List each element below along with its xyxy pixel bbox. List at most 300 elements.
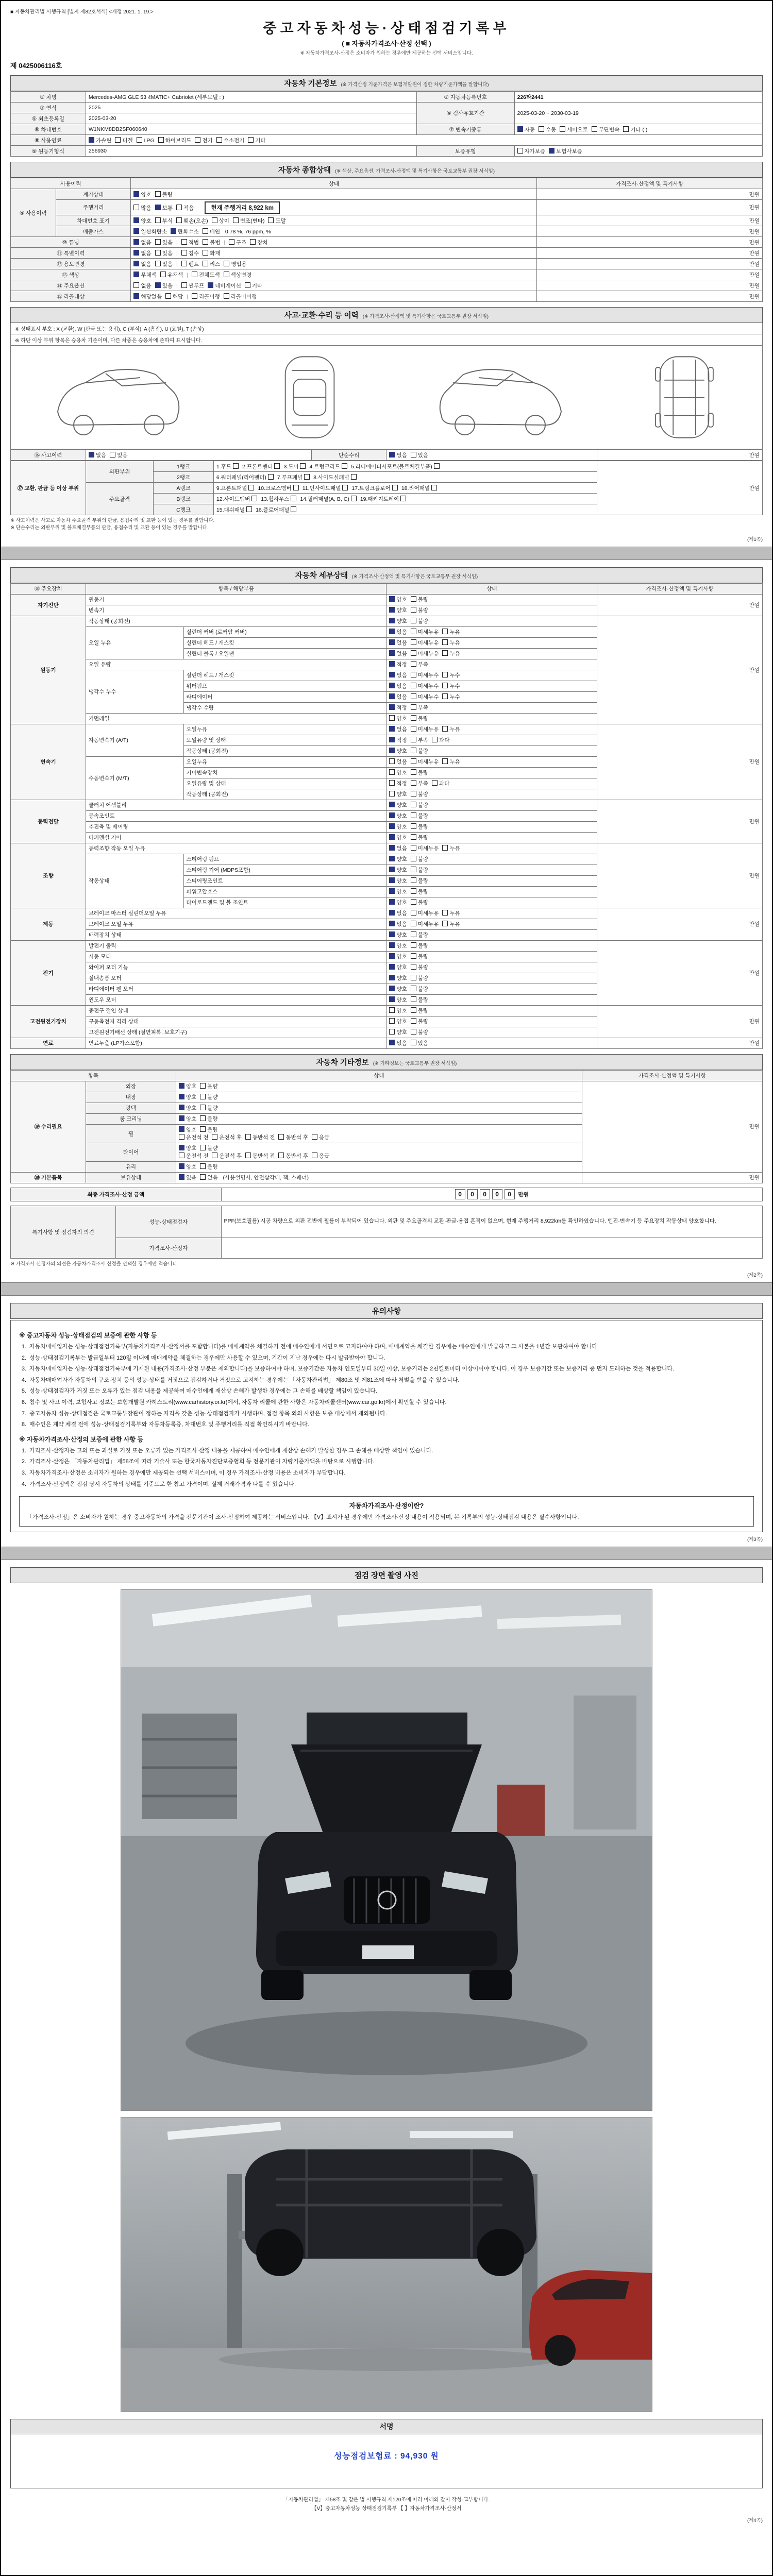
car-diagram-underbody [641, 351, 728, 444]
table-cell: ⑮ 리콜대상 [11, 291, 131, 302]
table-cell: ⑥ 차대번호 [11, 124, 86, 135]
price-survey-info-title: 자동차가격조사·산정이란? [349, 1502, 424, 1510]
table-row [11, 1070, 763, 1081]
table-cell: 상태 [131, 178, 537, 189]
table-cell [386, 594, 597, 605]
table-cell: 2025-03-20 [86, 113, 416, 124]
table-cell [386, 1005, 597, 1016]
table-cell [213, 483, 597, 494]
checkbox-option: 동반석 전 [245, 1152, 275, 1160]
checkbox-option: 양호 [389, 801, 407, 809]
table-cell [386, 670, 597, 681]
checkbox [351, 474, 357, 480]
checkbox [268, 474, 274, 480]
checkbox [392, 485, 398, 490]
opinion-footnote: ※ 가격조사·산정자의 의견은 자동차가격조사·산정을 선택한 경우에만 적습니다. [10, 1261, 179, 1267]
table-cell: 기어변속장치 [183, 767, 386, 778]
table-cell: 만원 [597, 594, 762, 616]
checkbox [200, 1083, 206, 1089]
accident-history-table [10, 449, 763, 461]
checkbox-option: 도말 [268, 217, 285, 225]
checkbox-option: 양호 [389, 1007, 407, 1014]
table-cell: 작동상태 [86, 854, 183, 908]
checkbox-option: 12.사이드멤버 [216, 495, 257, 503]
checkbox [389, 758, 395, 764]
checkbox-option: 없음 [133, 260, 151, 268]
checkbox-checked [389, 748, 395, 753]
page-separator [1, 547, 772, 560]
checkbox-option: 불량 [411, 606, 428, 614]
misc-info-table [10, 1070, 763, 1183]
checkbox-checked [133, 217, 139, 223]
checkbox-option: 있음 [110, 451, 127, 459]
checkbox-option: 미세누유 [411, 639, 439, 647]
table-cell [386, 626, 597, 637]
checkbox [442, 845, 448, 851]
page-marker-2: (제2쪽) [747, 1272, 763, 1278]
checkbox [411, 921, 416, 926]
table-row [11, 248, 763, 259]
table-cell: W1NKM8DB2SF060640 [86, 124, 416, 135]
price-digit-box: 0 [455, 1189, 465, 1199]
table-cell [386, 897, 597, 908]
car-diagram-front-quarter [45, 351, 199, 444]
checkbox-option: 불량 [411, 855, 428, 863]
table-cell: 시동 모터 [86, 951, 386, 962]
page-marker-4: (제4쪽) [747, 2518, 763, 2524]
table-cell: 주요골격 [86, 483, 153, 515]
checkbox-option: 없음 [133, 249, 151, 257]
checkbox-option: 리콜미이행 [224, 293, 257, 300]
table-cell: ③ 연식 [11, 103, 86, 113]
table-row [11, 92, 763, 103]
checkbox-checked [389, 704, 395, 710]
notice-item: 3. 자동차가격조사·산정은 소비자가 원하는 경우에만 제공되는 선택 서비스이며, 이 경우 가격조사·산정 비용은 소비자가 부담합니다. [21, 1470, 346, 1477]
table-cell [386, 886, 597, 897]
checkbox-option: 렌트 [181, 260, 199, 268]
checkbox-option: 불량 [411, 996, 428, 1004]
table-cell [386, 735, 597, 745]
checkbox-checked [389, 942, 395, 948]
page-marker-1: (제1쪽) [747, 536, 763, 543]
checkbox-option: 있음 [411, 1039, 428, 1047]
document-number: 제 0425006116호 [10, 62, 62, 70]
checkbox-option: 불량 [411, 790, 428, 798]
checkbox [176, 217, 182, 223]
footer-line-1: 「자동차관리법」 제58조 및 같은 법 시행규칙 제120조에 따라 아래와 같이 작성·교부합니다. [283, 2497, 490, 2503]
document-subtitle: ( ■ 자동차가격조사·산정 선택 ) [342, 40, 431, 47]
checkbox-option: 3.도어 [283, 463, 306, 470]
checkbox [411, 845, 416, 851]
table-cell: ⑯ 사고이력 [11, 450, 86, 461]
page-separator [1, 1547, 772, 1560]
checkbox-checked [179, 1115, 184, 1121]
checkbox [411, 953, 416, 959]
checkbox [411, 877, 416, 883]
checkbox [233, 217, 239, 223]
checkbox-option: 훼손(오손) [176, 217, 208, 225]
checkbox [248, 485, 254, 490]
checkbox-option: 양호 [389, 769, 407, 776]
table-cell: 항목 [11, 1070, 176, 1081]
table-cell: 수동변속기 (M/T) [86, 756, 183, 800]
checkbox-checked [389, 1040, 395, 1045]
table-cell: 사용이력 [11, 178, 131, 189]
table-cell [386, 994, 597, 1005]
checkbox [179, 1134, 184, 1140]
table-cell: 오일누유 [183, 724, 386, 735]
checkbox-option: 미세누유 [411, 758, 439, 766]
checkbox-checked [208, 282, 213, 288]
table-cell: 내장 [86, 1092, 176, 1103]
table-cell: 만원 [537, 237, 763, 248]
checkbox-option: 양호 [389, 953, 407, 960]
checkbox-option: 적정 [389, 736, 407, 744]
checkbox [389, 1029, 395, 1035]
checkbox-option: 없음 [389, 725, 407, 733]
checkbox-option: 6.쿼터패널(리어펜더) [216, 473, 274, 481]
checkbox [442, 921, 448, 926]
table-cell: 자동변속기 (A/T) [86, 724, 183, 756]
table-cell: 파워고압호스 [183, 886, 386, 897]
table-cell [386, 919, 597, 929]
table-cell [386, 637, 597, 648]
checkbox-option: 미세누수 [411, 671, 439, 679]
checkbox [200, 1145, 206, 1150]
table-cell [386, 691, 597, 702]
checkbox-option: 없음 [389, 639, 407, 647]
checkbox-option: 불량 [411, 769, 428, 776]
table-cell [131, 189, 537, 200]
section-basic-info-title: 자동차 기본정보 (※ 가격산정 기준가격은 보험개발원이 정한 차량기준가액을 말합니다) [10, 75, 763, 91]
section-basic-info-note: (※ 가격산정 기준가격은 보험개발원이 정한 차량기준가액을 말합니다) [341, 82, 489, 88]
table-cell: ⑰ 교환, 판금 등 이상 부위 [11, 461, 86, 515]
table-row [11, 291, 763, 302]
checkbox [274, 463, 280, 469]
checkbox-option: 영업용 [224, 260, 246, 268]
checkbox-option: 불량 [411, 888, 428, 895]
checkbox-option: 리콜이행 [192, 293, 220, 300]
table-cell: 원동기 [86, 594, 386, 605]
table-row [11, 1238, 763, 1258]
table-cell: 냉각수 수량 [183, 702, 386, 713]
checkbox-option: 동반석 후 [278, 1133, 308, 1141]
checkbox [517, 148, 523, 154]
checkbox [248, 137, 254, 143]
table-cell: 일산화탄소 탄화수소 매연 0.78 %, 76 ppm, % [131, 226, 537, 237]
checkbox-checked [155, 282, 161, 288]
table-cell [386, 745, 597, 756]
option-separator: | [176, 282, 178, 289]
checkbox-option: 기타 [248, 137, 265, 144]
checkbox-option: 무단변속 [592, 126, 620, 133]
checkbox-option: 양호 [389, 931, 407, 939]
checkbox [560, 126, 565, 132]
table-cell [131, 200, 537, 215]
checkbox-checked [133, 239, 139, 245]
table-cell: 상태 [386, 583, 597, 594]
table-cell: 만원 [537, 215, 763, 226]
checkbox-option: 16.플로어패널 [256, 506, 296, 514]
checkbox-option: 네비게이션 [208, 282, 241, 290]
table-cell: Mercedes-AMG GLE 53 4MATIC+ Cabriolet (세부모델 : ) [86, 92, 416, 103]
table-cell [386, 789, 597, 800]
checkbox [442, 726, 448, 732]
option-separator: | [176, 239, 178, 246]
checkbox-option: 누수 [442, 693, 460, 701]
option-separator: | [187, 272, 189, 278]
checkbox-option: 자동 [517, 126, 535, 133]
table-cell: 디퍼렌셜 기어 [86, 832, 386, 843]
checkbox-option: 없음 [389, 693, 407, 701]
checkbox-option: 누유 [442, 650, 460, 657]
checkbox [411, 737, 416, 742]
price-digit-box: 0 [467, 1189, 478, 1199]
section-overall-title: 자동차 종합상태 (※ 색상, 주요옵션, 가격조사·산정액 및 특기사항은 국토교통부 권장 서식임) [10, 162, 763, 178]
checkbox-option: 양호 [389, 877, 407, 885]
table-cell: 만원 [597, 940, 762, 1005]
signature-box [10, 2419, 763, 2488]
table-cell: 타이어 [86, 1143, 176, 1161]
checkbox-checked [389, 823, 395, 829]
checkbox [181, 250, 187, 256]
checkbox-option: 적음 [176, 204, 194, 212]
checkbox [300, 463, 306, 469]
checkbox-option: 보통 [155, 204, 173, 212]
table-cell: 클러치 어셈블리 [86, 800, 386, 810]
checkbox-option: 보험사보증 [549, 147, 582, 155]
table-cell: 만원 [537, 259, 763, 269]
checkbox-option: 양호 [389, 996, 407, 1004]
table-cell [386, 702, 597, 713]
checkbox-option: 불량 [411, 899, 428, 906]
table-cell: 가격조사·산정자 [116, 1238, 221, 1258]
table-cell: 오일누유 [183, 756, 386, 767]
checkbox [411, 1040, 416, 1045]
table-cell: 보유상태 [86, 1172, 176, 1183]
notice-item: 4. 가격조사·산정액은 점검 당시 자동차의 상태를 기준으로 한 참고 가격이며, 실제 거래가격과 다를 수 있습니다. [21, 1481, 296, 1487]
checkbox [137, 137, 142, 143]
checkbox-option: 동반석 전 [245, 1133, 275, 1141]
table-cell: 상태 [176, 1070, 582, 1081]
checkbox-option: 유채색 [160, 271, 183, 279]
checkbox-checked [389, 975, 395, 980]
checkbox [212, 1153, 217, 1158]
table-row [11, 237, 763, 248]
checkbox-option: 양호 [389, 747, 407, 755]
checkbox-option: 양호 [179, 1163, 196, 1171]
notice-item: 5. 성능·상태점검자가 거짓 또는 오류가 있는 점검 내용을 제공하여 매수인에게 재산상 손해가 발생한 경우에는 그 손해를 배상할 책임이 있습니다. [21, 1388, 377, 1395]
table-cell: 만원 [597, 616, 762, 724]
table-cell [176, 1113, 582, 1124]
checkbox [411, 791, 416, 796]
table-row [11, 146, 763, 157]
checkbox [411, 834, 416, 840]
table-row [11, 724, 763, 735]
checkbox [411, 867, 416, 872]
form-reference: ■ 자동차관리법 시행규칙 [별지 제82호서식] <개정 2021. 1. 19.> [10, 9, 154, 15]
table-cell: 고전원전기장치 [11, 1005, 86, 1038]
table-row [11, 1005, 763, 1016]
table-cell: 만원 [582, 1172, 762, 1183]
table-cell [386, 962, 597, 973]
checkbox-checked [389, 726, 395, 732]
checkbox-option: 응급 [312, 1152, 329, 1160]
table-cell [386, 1016, 597, 1027]
section-detail-note: (※ 가격조사·산정액 및 특기사항은 국토교통부 권장 서식임) [351, 573, 478, 580]
table-cell [131, 269, 537, 280]
checkbox-option: 없음 [389, 844, 407, 852]
table-cell: 연료 [11, 1038, 86, 1048]
table-cell: 연료누출 (LP가스포함) [86, 1038, 386, 1048]
table-cell: ⑩ 튜닝 [11, 237, 131, 248]
table-cell: 실린더 헤드 / 개스킷 [183, 637, 386, 648]
checkbox-option: 적정 [389, 704, 407, 711]
checkbox-option: 양호 [389, 812, 407, 820]
checkbox-option: 없음 [200, 1174, 217, 1181]
checkbox [411, 910, 416, 916]
current-mileage-badge: 현재 주행거리 8,922 km [205, 201, 280, 214]
checkbox-option: 4.트렁크리드 [309, 463, 347, 470]
checkbox [411, 823, 416, 829]
checkbox-checked [389, 607, 395, 613]
car-diagram-top [266, 351, 354, 444]
checkbox-option: 동반석 후 [278, 1152, 308, 1160]
checkbox-checked [389, 639, 395, 645]
checkbox [342, 485, 348, 490]
checkbox-option: 과다 [432, 779, 449, 787]
checkbox [431, 485, 437, 490]
page-1 [1, 1, 772, 547]
table-cell: 작동상태 (공회전) [183, 745, 386, 756]
table-cell: PPF(보호필름) 시공 차량으로 외판 전반에 필름이 부착되어 있습니다. 외판 및 주요골격의 교환·판금·용접 흔적이 없으며, 현재 주행거리 8,922km를 확인하였습니다. 엔진·변속기 등 주요장치 작동상태 양호합니다. [221, 1206, 763, 1238]
checkbox [181, 282, 187, 288]
table-cell: 만원 [537, 280, 763, 291]
checkbox-option: LPG [137, 137, 155, 144]
checkbox [411, 942, 416, 948]
checkbox-checked [389, 888, 395, 894]
table-cell: 구동축전지 격리 상태 [86, 1016, 386, 1027]
checkbox [434, 463, 440, 469]
section-overall-note: (※ 색상, 주요옵션, 가격조사·산정액 및 특기사항은 국토교통부 권장 서식임) [335, 168, 495, 174]
checkbox-option: 양호 [389, 1028, 407, 1036]
checkbox [200, 1115, 206, 1121]
checkbox-option: 누유 [442, 758, 460, 766]
table-cell: 만원 [537, 269, 763, 280]
table-cell: 2랭크 [154, 472, 214, 483]
table-cell [176, 1103, 582, 1113]
notice-section-heading: ※ 중고자동차 성능·상태점검의 보증에 관한 사항 등 [19, 1331, 157, 1339]
checkbox [155, 217, 161, 223]
table-cell [176, 1081, 582, 1092]
table-cell: 실내송풍 모터 [86, 973, 386, 984]
basic-info-table [10, 91, 763, 157]
price-survey-info-box [19, 1496, 754, 1527]
checkbox-checked [133, 191, 139, 197]
table-cell: 만원 [597, 450, 762, 461]
table-cell [386, 1027, 597, 1038]
checkbox-option: 불량 [411, 715, 428, 722]
table-cell [386, 843, 597, 854]
checkbox-checked [389, 931, 395, 937]
table-cell: 항목 / 해당부품 [86, 583, 386, 594]
checkbox [432, 780, 438, 786]
table-cell [213, 504, 597, 515]
checkbox-option: 미세누수 [411, 682, 439, 690]
table-cell: 배출가스 [56, 226, 131, 237]
table-cell: 가격조사·산정액 및 특기사항 [597, 583, 762, 594]
checkbox-option: 양호 [389, 823, 407, 831]
table-cell: 배력장치 상태 [86, 929, 386, 940]
checkbox-option: 미세누수 [411, 693, 439, 701]
table-row [11, 215, 763, 226]
checkbox-option: 자가보증 [517, 147, 546, 155]
checkbox-option: 없음 [389, 682, 407, 690]
checkbox [229, 239, 234, 245]
table-cell: 오일유량 및 상태 [183, 778, 386, 789]
table-cell [131, 237, 537, 248]
checkbox-checked [179, 1174, 184, 1180]
checkbox [155, 239, 161, 245]
checkbox-option: 세미오토 [560, 126, 588, 133]
notice-item: 1. 자동차매매업자는 성능·상태점검기록부(자동차가격조사·산정서를 포함합니다)를 매매계약을 체결하기 전에 매수인에게 서면으로 고지하여야 하며, 매매계약을 체결한 경우에는 매수인에게 발급하고 그 사본을 1년간 보관하여야 합니다. [21, 1343, 599, 1350]
inspector-opinion-table [10, 1206, 763, 1259]
table-cell: 만원 [597, 1005, 762, 1038]
checkbox [115, 137, 121, 143]
option-separator: | [176, 261, 178, 267]
checkbox-option: 썬루프 [181, 282, 204, 290]
checkbox-option: 적정 [389, 660, 407, 668]
checkbox-option: 불량 [155, 191, 173, 198]
table-cell: 변속기 [86, 605, 386, 616]
table-cell [386, 984, 597, 994]
checkbox-option: 불량 [411, 942, 428, 950]
notice-item: 3. 자동차매매업자는 성능·상태점검기록부에 기재된 내용(가격조사·산정 부분은 제외합니다)을 보증하여야 하며, 보증기간은 자동차 인도일부터 30일 이상, 보증거리는 2천킬로미터 이상이어야 합니다. 이 경우 보증기간 또는 보증거리 중 먼저 도래하는 것을 적용합니다. [21, 1366, 675, 1372]
checkbox-option: 불량 [200, 1082, 217, 1090]
table-cell [386, 767, 597, 778]
checkbox-checked [179, 1105, 184, 1110]
table-row [11, 103, 763, 113]
checkbox [411, 726, 416, 732]
checkbox-option: 미세누유 [411, 844, 439, 852]
checkbox-option: 장치 [250, 239, 267, 246]
checkbox-option: 부족 [411, 704, 428, 711]
checkbox [411, 1007, 416, 1013]
option-separator: | [224, 239, 226, 246]
price-digit-box: 0 [492, 1189, 502, 1199]
checkbox [203, 261, 208, 266]
checkbox [411, 683, 416, 688]
table-cell: A랭크 [154, 483, 214, 494]
table-cell [386, 1038, 597, 1048]
checkbox-option: 리스 [203, 260, 220, 268]
table-cell: 발전기 출력 [86, 940, 386, 951]
checkbox-option: 기타 [245, 282, 262, 290]
checkbox-option: 불량 [200, 1163, 217, 1171]
checkbox [442, 758, 448, 764]
page-4 [1, 1560, 772, 2528]
checkbox [233, 463, 239, 469]
checkbox-option: 없음 [133, 239, 151, 246]
table-cell: 만원 [597, 908, 762, 940]
checkbox-checked [389, 452, 395, 457]
checkbox-option: 불량 [411, 1007, 428, 1014]
table-cell: ⑤ 최초등록일 [11, 113, 86, 124]
table-cell [86, 135, 762, 146]
table-cell: 1랭크 [154, 461, 214, 472]
table-cell: B랭크 [154, 494, 214, 504]
checkbox-option: 양호 [389, 963, 407, 971]
